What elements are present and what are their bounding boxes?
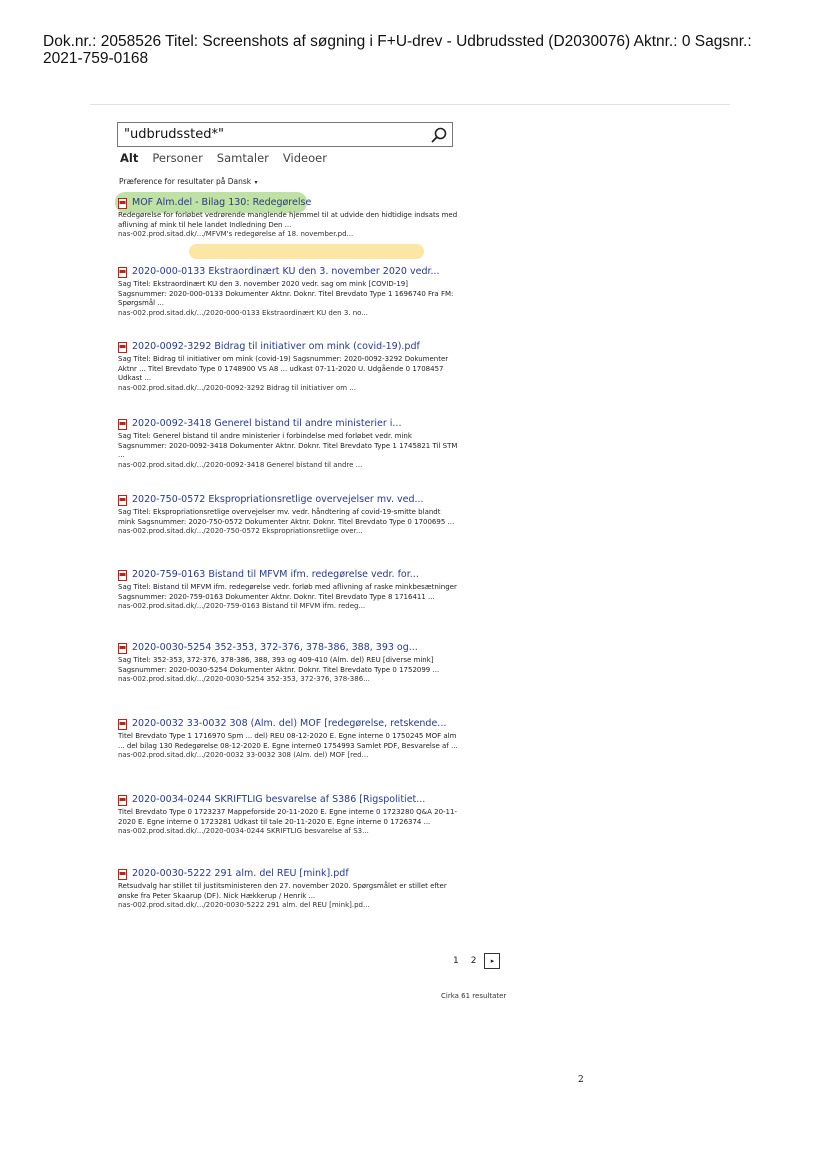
result-snippet: Sag Titel: 352-353, 372-376, 378-386, 388, 393 og 409-410 (Alm. del) REU [diverse mink] Sagsnummer: 2020-0030-5254 Dokumenter Aktnr. Doknr. Titel Brevdato Type 0 1752099 ... [118,656,440,674]
result-title-link[interactable] [118,418,458,430]
result-title: 2020-0032 33-0032 308 (Alm. del) MOF [redegørelse, retskende... [132,718,447,729]
result-title: 2020-0030-5254 352-353, 372-376, 378-386, 388, 393 og... [132,642,418,653]
language-preference[interactable] [119,177,258,186]
search-input[interactable] [118,123,430,146]
search-result [118,569,458,612]
result-title-link[interactable] [118,569,458,581]
search-box [117,122,453,147]
divider [90,104,730,105]
result-url[interactable]: nas-002.prod.sitad.dk/.../2020-0030-5222 291 alm. del REU [mink].pd... [118,901,370,910]
search-result [118,197,458,240]
next-page-button[interactable] [484,953,500,969]
search-result [118,868,458,911]
pagination [453,953,500,969]
result-title-link[interactable] [118,794,458,806]
pdf-file-icon [118,419,127,430]
pdf-file-icon [118,495,127,506]
result-title-link[interactable] [118,266,458,278]
result-title: MOF Alm.del - Bilag 130: Redegørelse [132,197,312,208]
search-result [118,494,458,537]
result-url[interactable]: nas-002.prod.sitad.dk/.../2020-000-0133 Ekstraordinært KU den 3. no... [118,308,369,317]
tab-personer[interactable]: Personer [152,151,203,165]
result-title-link[interactable] [118,718,458,730]
document-header-line-1: Dok.nr.: 2058526 Titel: Screenshots af søgning i F+U-drev - Udbrudssted (D2030076) Aktnr.: 0 Sagsnr.: [43,33,752,50]
result-title-link[interactable] [118,868,458,880]
pdf-file-icon [118,869,127,880]
pdf-file-icon [118,342,127,353]
result-title-link[interactable] [118,642,458,654]
result-title: 2020-759-0163 Bistand til MFVM ifm. redegørelse vedr. for... [132,569,419,580]
result-title: 2020-0092-3418 Generel bistand til andre ministerier i... [132,418,402,429]
result-url[interactable]: nas-002.prod.sitad.dk/.../2020-0032 33-0032 308 (Alm. del) MOF [red... [118,751,369,760]
result-url[interactable]: nas-002.prod.sitad.dk/.../2020-0092-3292 Bidrag til initiativer om ... [118,383,356,392]
result-title: 2020-0092-3292 Bidrag til initiativer om mink (covid-19).pdf [132,341,420,352]
chevron-down-icon: ▾ [254,179,258,186]
result-title-link[interactable] [118,197,458,209]
result-url[interactable]: nas-002.prod.sitad.dk/.../2020-0030-5254 352-353, 372-376, 378-386... [118,675,370,684]
result-snippet: Sag Titel: Ekspropriationsretlige overvejelser mv. vedr. håndtering af covid-19-smitte blandt mink Sagsnummer: 2020-750-0572 Dokumenter Aktnr. Doknr. Titel Brevdato Type 0 1700695 ... [118,508,455,526]
search-result [118,718,458,761]
result-snippet: Titel Brevdato Type 1 1716970 Spm ... del) REU 08-12-2020 E. Egne interne 0 1750245 MOF alm ... del bilag 130 Redegørelse 08-12-2020 E. Egne interne0 1754993 Samlet PDF, Besvarelse af ... [118,732,458,750]
result-url[interactable]: nas-002.prod.sitad.dk/.../2020-759-0163 Bistand til MFVM ifm. redeg... [118,602,366,611]
result-snippet: Retsudvalg har stillet til justitsministeren den 27. november 2020. Spørgsmålet er stillet efter ønske fra Peter Skaarup (DF). Nick Hækkerup / Henrik ... [118,882,447,900]
document-header [43,33,813,67]
document-header-line-2: 2021-759-0168 [43,50,149,67]
pdf-file-icon [118,719,127,730]
pdf-file-icon [118,198,127,209]
result-title-link[interactable] [118,341,458,353]
pdf-file-icon [118,795,127,806]
search-result [118,642,458,685]
result-snippet: Redegørelse for forløbet vedrørende manglende hjemmel til at udvide den hidtidige indsats med aflivning af mink til hele landet Indledning Den ... [118,211,458,229]
result-snippet: Sag Titel: Bidrag til initiativer om mink (covid-19) Sagsnummer: 2020-0092-3292 Dokumenter Aktnr ... Titel Brevdato Type 0 1748900 VS A8 ... udkast 07-11-2020 U. Udgående 0 1708457 Udkast ... [118,355,449,383]
search-result [118,418,458,470]
pdf-file-icon [118,570,127,581]
search-result [118,341,458,393]
tab-samtaler[interactable]: Samtaler [216,151,269,165]
result-title-link[interactable] [118,494,458,506]
result-snippet: Titel Brevdato Type 0 1723237 Mappeforside 20-11-2020 E. Egne interne 0 1723280 Q&A 20-11-2020 E. Egne interne 0 1723281 Udkast til tale 20-11-2020 E. Egne interne 0 1726374 ... [118,808,457,826]
search-tabs [120,151,341,167]
result-url[interactable]: nas-002.prod.sitad.dk/.../MFVM's redegørelse af 18. november.pd... [118,230,354,239]
result-url[interactable]: nas-002.prod.sitad.dk/.../2020-750-0572 Ekspropriationsretlige over... [118,527,363,536]
result-snippet: Sag Titel: Bistand til MFVM ifm. redegørelse vedr. forløb med aflivning af raske minkbesætninger Sagsnummer: 2020-759-0163 Dokumenter Aktnr. Doknr. Titel Brevdato Type 8 1716411 ... [118,583,457,601]
result-url[interactable]: nas-002.prod.sitad.dk/.../2020-0092-3418 Generel bistand til andre ... [118,460,363,469]
page-2-link[interactable]: 2 [470,956,477,966]
pdf-file-icon [118,643,127,654]
result-snippet: Sag Titel: Ekstraordinært KU den 3. november 2020 vedr. sag om mink [COVID-19] Sagsnummer: 2020-000-0133 Dokumenter Aktnr. Doknr. Titel Brevdato Type 1 1696740 Fra FM: Spørgsmål ... [118,280,454,308]
result-title: 2020-0034-0244 SKRIFTLIG besvarelse af S386 [Rigspolitiet... [132,794,426,805]
result-title: 2020-000-0133 Ekstraordinært KU den 3. november 2020 vedr... [132,266,440,277]
result-snippet: Sag Titel: Generel bistand til andre ministerier i forbindelse med forløbet vedr. mink Sagsnummer: 2020-0092-3418 Dokumenter Aktnr. Doknr. Titel Brevdato Type 1 1745821 Til STM ... [118,432,458,460]
highlight-marker [189,244,424,259]
tab-alt[interactable]: Alt [120,151,139,165]
page-number: 2 [578,1075,584,1085]
search-icon[interactable] [430,126,448,144]
result-url[interactable]: nas-002.prod.sitad.dk/.../2020-0034-0244 SKRIFTLIG besvarelse af S3... [118,827,369,836]
search-result [118,266,458,318]
chevron-right-icon: ▸ [490,957,495,965]
search-result [118,794,458,837]
result-title: 2020-750-0572 Ekspropriationsretlige overvejelser mv. ved... [132,494,424,505]
result-title: 2020-0030-5222 291 alm. del REU [mink].pdf [132,868,349,879]
language-preference-label: Præference for resultater på Dansk [119,177,252,186]
tab-videoer[interactable]: Videoer [282,151,327,165]
pdf-file-icon [118,267,127,278]
result-count: Cirka 61 resultater [441,992,507,1000]
page-1-link[interactable]: 1 [453,956,459,966]
